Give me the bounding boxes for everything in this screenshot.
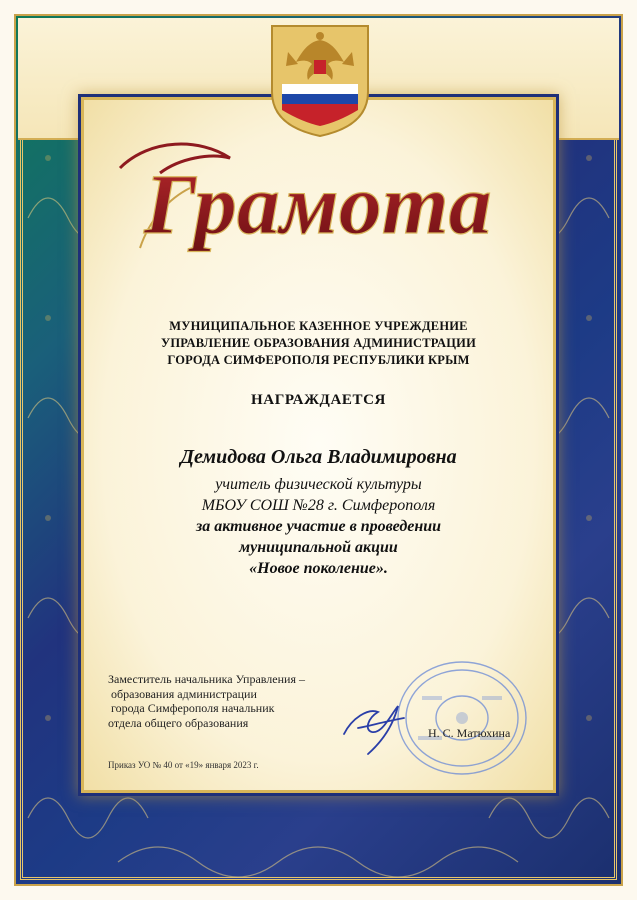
award-heading: НАГРАЖДАЕТСЯ xyxy=(251,392,386,408)
detail-line: за активное участие в проведении xyxy=(195,518,442,535)
signatory-position xyxy=(108,672,305,730)
signatory-line: Заместитель начальника Управления – xyxy=(108,672,305,686)
certificate-title xyxy=(0,128,637,268)
signatory-line: отдела общего образования xyxy=(108,715,249,730)
detail-line: МБОУ СОШ №28 г. Симферополя xyxy=(201,497,436,514)
detail-line: муниципальной акции xyxy=(239,539,398,556)
signatory-line: города Симферополя начальник xyxy=(108,701,275,715)
organization-name xyxy=(0,318,637,369)
russian-coat-of-arms-icon xyxy=(268,22,372,140)
award-details xyxy=(0,474,637,579)
detail-line: «Новое поколение». xyxy=(249,560,388,577)
detail-line: учитель физической культуры xyxy=(215,476,422,493)
handwritten-signature xyxy=(338,688,410,758)
order-reference: Приказ УО № 40 от «19» января 2023 г. xyxy=(108,760,259,770)
organization-line: УПРАВЛЕНИЕ ОБРАЗОВАНИЯ АДМИНИСТРАЦИИ xyxy=(160,336,476,350)
organization-line: МУНИЦИПАЛЬНОЕ КАЗЕННОЕ УЧРЕЖДЕНИЕ xyxy=(169,319,468,333)
title-text: Грамота xyxy=(144,156,492,252)
official-stamp-icon xyxy=(392,656,530,780)
organization-line: ГОРОДА СИМФЕРОПОЛЯ РЕСПУБЛИКИ КРЫМ xyxy=(167,353,470,367)
signatory-name: Н. С. Матюхина xyxy=(428,726,511,740)
recipient-name: Демидова Ольга Владимировна xyxy=(180,446,457,468)
signatory-line: образования администрации xyxy=(108,686,257,701)
